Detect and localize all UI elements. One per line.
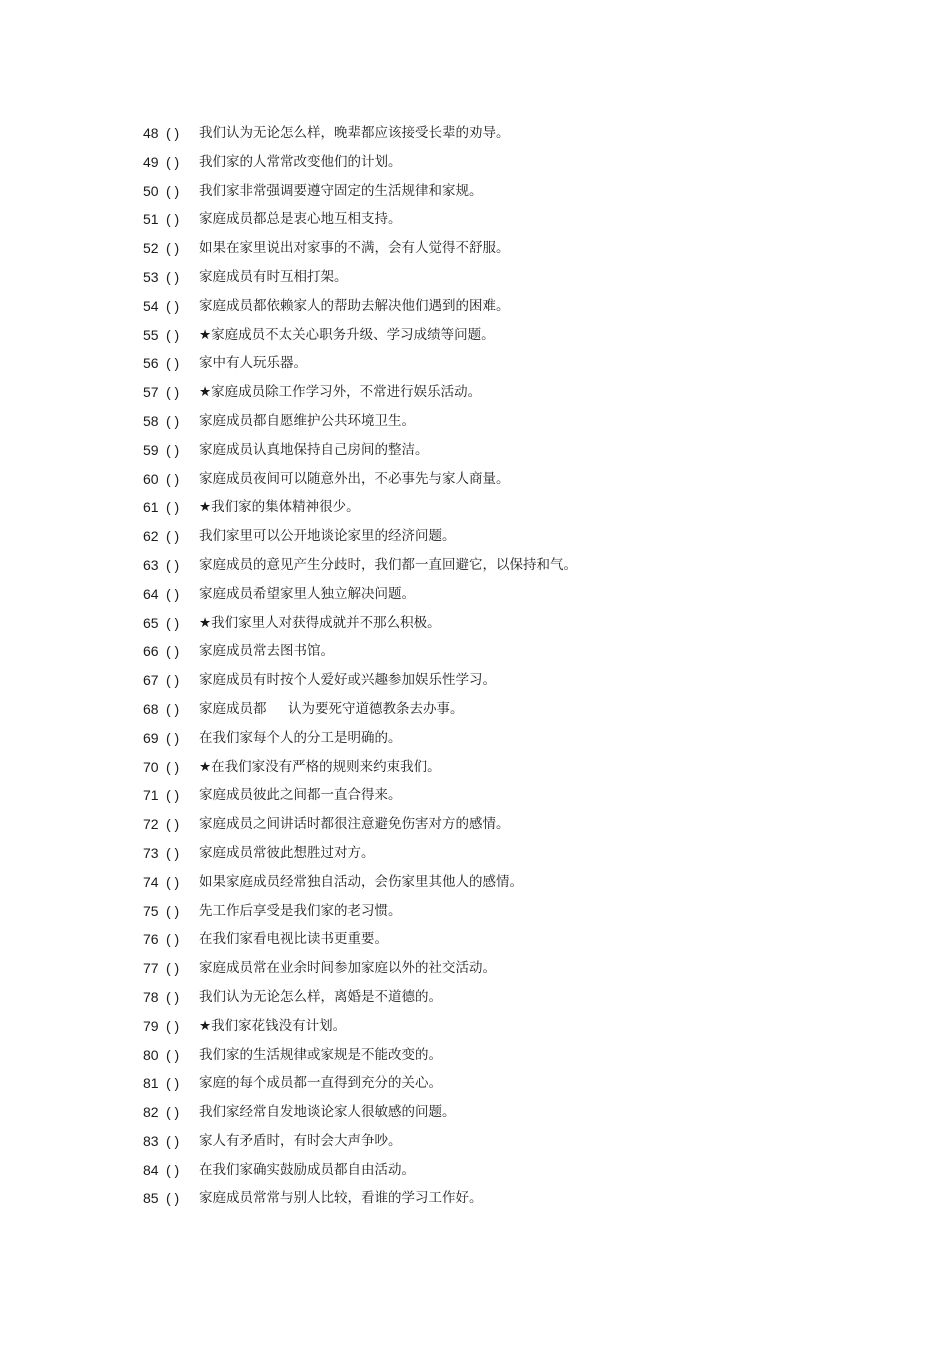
question-item <box>143 292 863 321</box>
question-item <box>143 1012 863 1041</box>
question-number: 58 <box>143 412 159 429</box>
answer-blank[interactable]: ( ) <box>166 758 180 775</box>
question-item <box>143 925 863 954</box>
question-number: 50 <box>143 182 159 199</box>
question-number: 56 <box>143 355 159 372</box>
question-item <box>143 1041 863 1070</box>
question-number: 78 <box>143 988 159 1005</box>
question-number: 55 <box>143 326 159 343</box>
question-item <box>143 378 863 407</box>
question-item <box>143 868 863 897</box>
question-item <box>143 263 863 292</box>
question-number: 48 <box>143 125 159 141</box>
answer-blank[interactable]: ( ) <box>166 384 180 401</box>
answer-blank[interactable]: ( ) <box>166 268 180 285</box>
question-text: 我们家里可以公开地谈论家里的经济问题。 <box>199 528 456 545</box>
answer-blank[interactable]: ( ) <box>166 700 180 717</box>
answer-blank[interactable]: ( ) <box>166 297 180 314</box>
question-number: 75 <box>143 902 159 919</box>
question-text: 我们认为无论怎么样，离婚是不道德的。 <box>199 988 442 1005</box>
question-item <box>143 234 863 263</box>
answer-blank[interactable]: ( ) <box>166 182 180 199</box>
answer-blank[interactable]: ( ) <box>166 1017 180 1034</box>
question-number: 77 <box>143 960 159 977</box>
answer-blank[interactable]: ( ) <box>166 153 180 170</box>
question-number: 79 <box>143 1017 159 1034</box>
answer-blank[interactable]: ( ) <box>166 125 180 141</box>
question-item <box>143 580 863 609</box>
question-number: 83 <box>143 1132 159 1149</box>
question-item <box>143 1127 863 1156</box>
answer-blank[interactable]: ( ) <box>166 787 180 804</box>
answer-blank[interactable]: ( ) <box>166 988 180 1005</box>
question-number: 76 <box>143 931 159 948</box>
question-item <box>143 407 863 436</box>
question-text: 我们认为无论怎么样，晚辈都应该接受长辈的劝导。 <box>199 125 510 141</box>
question-text: 先工作后享受是我们家的老习惯。 <box>199 902 402 919</box>
question-text: 家庭成员希望家里人独立解决问题。 <box>199 585 415 602</box>
question-text: 在我们家每个人的分工是明确的。 <box>199 729 402 746</box>
question-item <box>143 148 863 177</box>
answer-blank[interactable]: ( ) <box>166 729 180 746</box>
question-text: 我们家经常自发地谈论家人很敏感的问题。 <box>199 1104 456 1121</box>
question-text: 家庭成员夜间可以随意外出，不必事先与家人商量。 <box>199 470 510 487</box>
question-item <box>143 695 863 724</box>
question-number: 68 <box>143 700 159 717</box>
question-text: ★我们家的集体精神很少。 <box>199 499 360 516</box>
question-number: 67 <box>143 672 159 689</box>
question-number: 62 <box>143 528 159 545</box>
answer-blank[interactable]: ( ) <box>166 556 180 573</box>
question-number: 51 <box>143 211 159 228</box>
question-text: 家庭成员都 认为要死守道德教条去办事。 <box>199 700 464 717</box>
question-number: 53 <box>143 268 159 285</box>
question-item <box>143 436 863 465</box>
question-text: ★我们家里人对获得成就并不那么积极。 <box>199 614 441 631</box>
question-text: 家庭成员有时按个人爱好或兴趣参加娱乐性学习。 <box>199 672 496 689</box>
answer-blank[interactable]: ( ) <box>166 1161 180 1178</box>
question-number: 49 <box>143 153 159 170</box>
answer-blank[interactable]: ( ) <box>166 1075 180 1092</box>
answer-blank[interactable]: ( ) <box>166 355 180 372</box>
question-text: 家中有人玩乐器。 <box>199 355 307 372</box>
answer-blank[interactable]: ( ) <box>166 499 180 516</box>
question-item <box>143 465 863 494</box>
answer-blank[interactable]: ( ) <box>166 585 180 602</box>
question-number: 57 <box>143 384 159 401</box>
answer-blank[interactable]: ( ) <box>166 1132 180 1149</box>
answer-blank[interactable]: ( ) <box>166 643 180 660</box>
question-item <box>143 349 863 378</box>
question-text: 家人有矛盾时，有时会大声争吵。 <box>199 1132 402 1149</box>
question-item <box>143 177 863 206</box>
question-item <box>143 839 863 868</box>
question-number: 63 <box>143 556 159 573</box>
question-item <box>143 897 863 926</box>
question-number: 73 <box>143 844 159 861</box>
answer-blank[interactable]: ( ) <box>166 960 180 977</box>
question-number: 72 <box>143 816 159 833</box>
answer-blank[interactable]: ( ) <box>166 672 180 689</box>
answer-blank[interactable]: ( ) <box>166 326 180 343</box>
question-text: 家庭成员常常与别人比较，看谁的学习工作好。 <box>199 1190 483 1207</box>
answer-blank[interactable]: ( ) <box>166 211 180 228</box>
question-item <box>143 1156 863 1185</box>
question-number: 74 <box>143 873 159 890</box>
question-text: 家庭成员都依赖家人的帮助去解决他们遇到的困难。 <box>199 297 510 314</box>
answer-blank[interactable]: ( ) <box>166 902 180 919</box>
answer-blank[interactable]: ( ) <box>166 931 180 948</box>
question-number: 81 <box>143 1075 159 1092</box>
question-number: 66 <box>143 643 159 660</box>
question-text: 家庭成员都总是衷心地互相支持。 <box>199 211 402 228</box>
question-text: 我们家的人常常改变他们的计划。 <box>199 153 402 170</box>
question-text: 家庭成员彼此之间都一直合得来。 <box>199 787 402 804</box>
question-item <box>143 551 863 580</box>
answer-blank[interactable]: ( ) <box>166 844 180 861</box>
answer-blank[interactable]: ( ) <box>166 873 180 890</box>
question-number: 85 <box>143 1190 159 1207</box>
question-text: 家庭成员的意见产生分歧时，我们都一直回避它，以保持和气。 <box>199 556 577 573</box>
answer-blank[interactable]: ( ) <box>166 1046 180 1063</box>
question-text: 家庭成员之间讲话时都很注意避免伤害对方的感情。 <box>199 816 510 833</box>
answer-blank[interactable]: ( ) <box>166 1104 180 1121</box>
question-item <box>143 666 863 695</box>
question-item <box>143 954 863 983</box>
question-number: 52 <box>143 240 159 257</box>
question-number: 61 <box>143 499 159 516</box>
question-number: 69 <box>143 729 159 746</box>
question-item <box>143 205 863 234</box>
answer-blank[interactable]: ( ) <box>166 614 180 631</box>
question-item <box>143 724 863 753</box>
question-item <box>143 321 863 350</box>
question-item <box>143 522 863 551</box>
question-text: 我们家非常强调要遵守固定的生活规律和家规。 <box>199 182 483 199</box>
answer-blank[interactable]: ( ) <box>166 412 180 429</box>
answer-blank[interactable]: ( ) <box>166 528 180 545</box>
question-text: 家庭成员常去图书馆。 <box>199 643 334 660</box>
question-text: 我们家的生活规律或家规是不能改变的。 <box>199 1046 442 1063</box>
question-item <box>143 781 863 810</box>
question-text: 如果在家里说出对家事的不满，会有人觉得不舒服。 <box>199 240 510 257</box>
question-item <box>143 609 863 638</box>
question-number: 70 <box>143 758 159 775</box>
answer-blank[interactable]: ( ) <box>166 240 180 257</box>
question-item <box>143 493 863 522</box>
question-text: ★我们家花钱没有计划。 <box>199 1017 347 1034</box>
question-text: 在我们家确实鼓励成员都自由活动。 <box>199 1161 415 1178</box>
question-text: 在我们家看电视比读书更重要。 <box>199 931 388 948</box>
question-text: 家庭成员认真地保持自己房间的整洁。 <box>199 441 429 458</box>
question-number: 80 <box>143 1046 159 1063</box>
answer-blank[interactable]: ( ) <box>166 470 180 487</box>
answer-blank[interactable]: ( ) <box>166 816 180 833</box>
question-number: 59 <box>143 441 159 458</box>
question-item <box>143 983 863 1012</box>
question-item <box>143 753 863 782</box>
question-text: 家庭成员常彼此想胜过对方。 <box>199 844 375 861</box>
answer-blank[interactable]: ( ) <box>166 441 180 458</box>
question-text: ★家庭成员除工作学习外，不常进行娱乐活动。 <box>199 384 482 401</box>
question-item <box>143 1069 863 1098</box>
question-text: 家庭成员常在业余时间参加家庭以外的社交活动。 <box>199 960 496 977</box>
question-text: ★在我们家没有严格的规则来约束我们。 <box>199 758 441 775</box>
question-text: 家庭成员都自愿维护公共环境卫生。 <box>199 412 415 429</box>
question-item <box>143 810 863 839</box>
answer-blank[interactable]: ( ) <box>166 1190 180 1207</box>
question-text: 家庭成员有时互相打架。 <box>199 268 348 285</box>
question-item <box>143 1184 863 1213</box>
question-number: 84 <box>143 1161 159 1178</box>
question-text: 家庭的每个成员都一直得到充分的关心。 <box>199 1075 442 1092</box>
question-number: 64 <box>143 585 159 602</box>
question-item <box>143 1098 863 1127</box>
question-number: 60 <box>143 470 159 487</box>
question-number: 54 <box>143 297 159 314</box>
question-text: ★家庭成员不太关心职务升级、学习成绩等问题。 <box>199 326 495 343</box>
question-item <box>143 119 863 148</box>
question-number: 71 <box>143 787 159 804</box>
question-number: 65 <box>143 614 159 631</box>
question-list <box>143 119 863 1213</box>
question-number: 82 <box>143 1104 159 1121</box>
question-text: 如果家庭成员经常独自活动，会伤家里其他人的感情。 <box>199 873 523 890</box>
question-item <box>143 637 863 666</box>
